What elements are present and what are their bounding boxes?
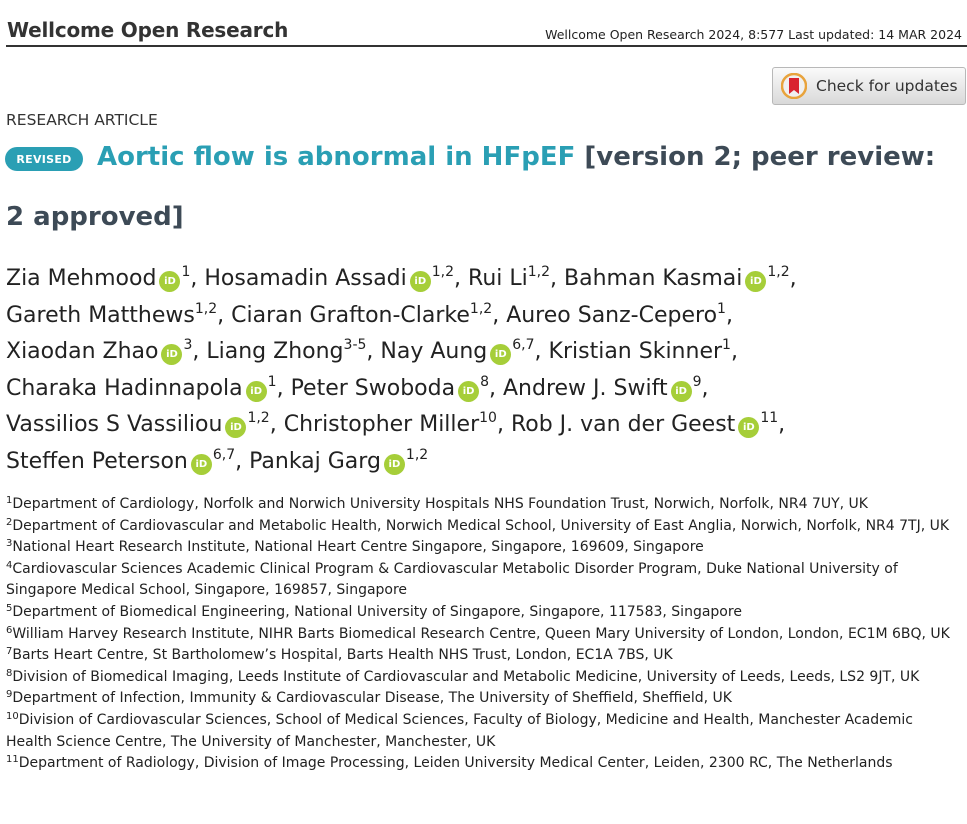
- author-separator: ,: [778, 412, 786, 437]
- article-title: [97, 142, 935, 172]
- author-line: [6, 336, 956, 373]
- author-name[interactable]: Steffen Peterson: [6, 448, 188, 474]
- author-affiliation-ref: 8: [480, 373, 489, 390]
- author-line: [6, 446, 956, 483]
- author-affiliation-ref: 3-5: [343, 337, 367, 353]
- author-separator: ,: [276, 375, 291, 401]
- author-affiliation-ref: 1,2: [469, 300, 493, 317]
- author-name[interactable]: Bahman Kasmai: [564, 266, 743, 291]
- orcid-icon[interactable]: iD: [490, 344, 511, 365]
- affiliation-number: 8: [6, 667, 13, 679]
- affiliation-text: National Heart Research Institute, National Heart Centre Singapore, Singapore, 169609, Singapore: [12, 539, 704, 556]
- author-affiliation-ref: 1,2: [767, 264, 790, 280]
- author: [284, 412, 511, 437]
- affiliation-number: 2: [6, 516, 13, 528]
- author: [468, 266, 564, 291]
- author-line: [6, 300, 956, 337]
- affiliation-number: 4: [6, 559, 13, 571]
- author-name[interactable]: Andrew J. Swift: [503, 375, 668, 401]
- revised-badge[interactable]: REVISED: [5, 147, 83, 171]
- affiliation-text: Barts Heart Centre, St Bartholomew’s Hospital, Barts Health NHS Trust, London, EC1A 7BS, UK: [12, 647, 673, 664]
- affiliation-text: William Harvey Research Institute, NIHR Barts Biomedical Research Centre, Queen Mary University of London, London, EC1M 6BQ, UK: [12, 625, 950, 642]
- affiliation-list: [6, 494, 961, 775]
- orcid-icon[interactable]: iD: [410, 271, 431, 292]
- author-affiliation-ref: 1,2: [527, 264, 551, 280]
- affiliation-text: Department of Cardiovascular and Metabolic Health, Norwich Medical School, University of East Anglia, Norwich, Norfolk, NR4 7TJ, UK: [12, 517, 950, 534]
- affiliation-number: 10: [6, 710, 19, 722]
- orcid-icon[interactable]: iD: [161, 344, 182, 365]
- affiliation-item: [6, 667, 961, 689]
- author-affiliation-ref: 11: [760, 410, 779, 426]
- author: [231, 300, 507, 328]
- author-separator: ,: [192, 339, 207, 364]
- author-affiliation-ref: 1,2: [431, 264, 455, 280]
- orcid-icon[interactable]: iD: [225, 417, 246, 438]
- author-affiliation-ref: 1,2: [194, 300, 218, 317]
- affiliation-item: [6, 559, 961, 602]
- affiliation-number: 5: [6, 602, 13, 614]
- affiliation-number: 11: [6, 754, 19, 766]
- author-separator: ,: [701, 375, 709, 401]
- author: [6, 412, 284, 437]
- affiliation-item: [6, 688, 961, 710]
- journal-header: [0, 0, 967, 47]
- author-separator: ,: [269, 412, 284, 437]
- author-separator: ,: [496, 412, 511, 437]
- affiliation-item: [6, 494, 961, 516]
- header-divider: [6, 45, 967, 47]
- author: [549, 339, 738, 364]
- author-name[interactable]: Peter Swoboda: [290, 375, 456, 401]
- author-name[interactable]: Pankaj Garg: [249, 448, 381, 474]
- author: [6, 446, 250, 474]
- author: [506, 300, 733, 328]
- author-separator: ,: [489, 375, 503, 401]
- check-for-updates-button[interactable]: [772, 67, 966, 105]
- author-name[interactable]: Rob J. van der Geest: [510, 412, 736, 437]
- affiliation-text: Cardiovascular Sciences Academic Clinical Program & Cardiovascular Metabolic Disorder Program, Duke National University of Singapore Medical School, Singapore, 169857, Singapore: [6, 560, 898, 599]
- author: [503, 373, 709, 401]
- author-name[interactable]: Rui Li: [468, 266, 528, 291]
- author-separator: ,: [235, 448, 250, 474]
- affiliation-text: Department of Radiology, Division of Image Processing, Leiden University Medical Center, Leiden, 2300 RC, The Netherlands: [18, 755, 893, 772]
- author-separator: ,: [454, 266, 469, 291]
- orcid-icon[interactable]: iD: [745, 271, 766, 292]
- author-name[interactable]: Christopher Miller: [283, 412, 480, 437]
- author-affiliation-ref: 1: [722, 337, 731, 353]
- author-name[interactable]: Liang Zhong: [206, 339, 344, 364]
- affiliation-item: [6, 753, 961, 775]
- author-separator: ,: [190, 266, 205, 291]
- author-name[interactable]: Nay Aung: [380, 339, 488, 364]
- title-version-part2[interactable]: 2 approved]: [6, 202, 184, 232]
- author-affiliation-ref: 1: [267, 373, 277, 390]
- author-separator: ,: [217, 302, 232, 328]
- affiliation-text: Department of Cardiology, Norfolk and Norwich University Hospitals NHS Foundation Trust, Norwich, Norfolk, NR4 7UY, UK: [12, 496, 868, 512]
- bookmark-update-icon: [781, 73, 807, 99]
- affiliation-number: 9: [6, 689, 13, 701]
- author: [290, 373, 503, 401]
- orcid-icon[interactable]: iD: [671, 381, 692, 402]
- author-name[interactable]: Aureo Sanz-Cepero: [506, 302, 718, 328]
- article-type: RESEARCH ARTICLE: [6, 111, 158, 129]
- author-line: [6, 263, 956, 300]
- title-main: Aortic flow is abnormal in HFpEF: [97, 142, 576, 172]
- affiliation-item: [6, 710, 961, 753]
- author-affiliation-ref: 1,2: [405, 446, 429, 463]
- author: [204, 266, 468, 291]
- author-affiliation-ref: 6,7: [212, 446, 236, 463]
- orcid-icon[interactable]: iD: [738, 417, 759, 438]
- author-affiliation-ref: 10: [479, 410, 497, 426]
- author-separator: ,: [366, 339, 381, 364]
- author: [380, 339, 548, 364]
- affiliation-number: 6: [6, 624, 13, 636]
- orcid-icon[interactable]: iD: [159, 271, 180, 292]
- author: [6, 373, 291, 401]
- author-separator: ,: [730, 339, 738, 364]
- orcid-icon[interactable]: iD: [384, 454, 405, 475]
- affiliation-text: Department of Infection, Immunity & Cardiovascular Disease, The University of Sheffield, Sheffield, UK: [12, 690, 732, 707]
- affiliation-item: [6, 537, 961, 559]
- author-separator: ,: [725, 302, 733, 328]
- author-separator: ,: [550, 266, 565, 291]
- affiliation-item: [6, 645, 961, 667]
- author-name[interactable]: Hosamadin Assadi: [204, 266, 407, 291]
- affiliation-number: 3: [6, 538, 13, 550]
- author: [564, 266, 797, 291]
- author: [511, 412, 785, 437]
- check-for-updates-label: Check for updates: [816, 77, 958, 95]
- orcid-icon[interactable]: iD: [191, 454, 212, 475]
- affiliation-item: [6, 516, 961, 538]
- author: [6, 339, 206, 364]
- author-name[interactable]: Vassilios S Vassiliou: [6, 412, 223, 437]
- author-list: [6, 263, 956, 482]
- author-affiliation-ref: 1: [717, 300, 726, 317]
- author-line: [6, 409, 956, 446]
- author-separator: ,: [534, 339, 549, 364]
- author: [249, 446, 429, 474]
- author-affiliation-ref: 1,2: [247, 410, 270, 426]
- affiliation-item: [6, 624, 961, 646]
- author: [6, 266, 204, 291]
- affiliation-item: [6, 602, 961, 624]
- affiliation-number: 7: [6, 646, 13, 658]
- author-name[interactable]: Zia Mehmood: [6, 266, 157, 291]
- author-affiliation-ref: 3: [183, 337, 193, 353]
- author-affiliation-ref: 9: [692, 373, 702, 390]
- affiliation-number: 1: [6, 495, 13, 506]
- author-name[interactable]: Xiaodan Zhao: [6, 339, 159, 364]
- author: [206, 339, 380, 364]
- author-affiliation-ref: 1: [181, 264, 191, 280]
- title-version-part1[interactable]: [version 2; peer review:: [584, 142, 936, 172]
- author-name[interactable]: Charaka Hadinnapola: [6, 375, 243, 401]
- author-separator: ,: [789, 266, 797, 291]
- author-separator: ,: [492, 302, 507, 328]
- affiliation-text: Division of Biomedical Imaging, Leeds Institute of Cardiovascular and Metabolic Medicine, University of Leeds, Leeds, LS2 9JT, UK: [12, 668, 920, 685]
- author-name[interactable]: Ciaran Grafton-Clarke: [231, 302, 470, 328]
- affiliation-text: Department of Biomedical Engineering, National University of Singapore, Singapore, 117583, Singapore: [12, 603, 742, 620]
- orcid-icon[interactable]: iD: [246, 381, 267, 402]
- affiliation-text: Division of Cardiovascular Sciences, School of Medical Sciences, Faculty of Biology, Medicine and Health, Manchester Academic Health Science Centre, The University of Manchester, Manchester, UK: [6, 711, 913, 750]
- author-name[interactable]: Kristian Skinner: [548, 339, 723, 364]
- author: [6, 300, 232, 328]
- author-affiliation-ref: 6,7: [512, 337, 535, 353]
- author-name[interactable]: Gareth Matthews: [6, 302, 195, 328]
- citation-info: Wellcome Open Research 2024, 8:577 Last updated: 14 MAR 2024: [545, 27, 962, 42]
- author-line: [6, 373, 956, 410]
- journal-name[interactable]: Wellcome Open Research: [7, 18, 289, 42]
- orcid-icon[interactable]: iD: [458, 381, 479, 402]
